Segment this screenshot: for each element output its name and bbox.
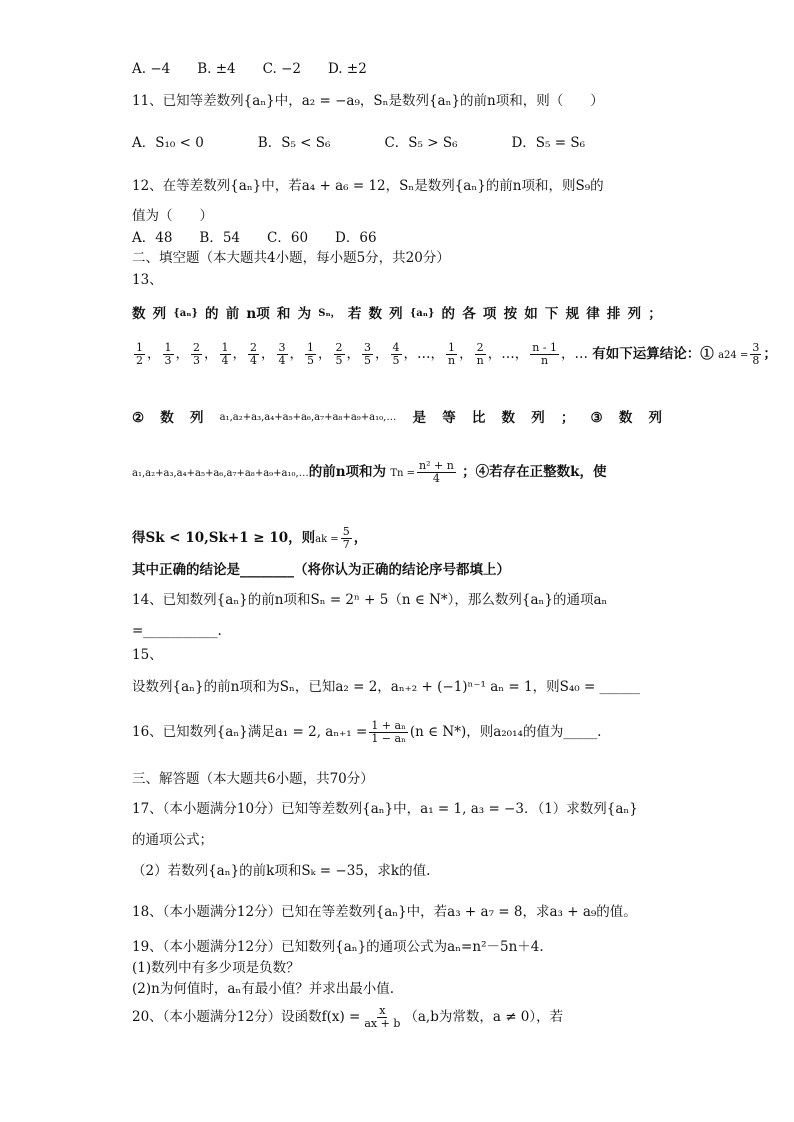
seq-frac: $\frac{3}{4}$ (278, 341, 286, 367)
q14-line-1: 14、已知数列{aₙ}的前n项和Sₙ = 2ⁿ + 5（n ∈ N*），那么数列{aₙ}的通项aₙ (132, 592, 608, 608)
seq-frac: $\frac{1}{3}$ (164, 341, 172, 367)
q10-options: A. −4 B. ±4 C. −2 D. ±2 (132, 61, 367, 77)
seq-frac: $\frac{2}{4}$ (250, 341, 257, 367)
seq-frac: $\frac{1}{2}$ (136, 341, 143, 367)
q11-stem: 11、已知等差数列{aₙ}中，a₂ = −a₉，Sₙ是数列{aₙ}的前n项和，则（ ） (132, 93, 604, 109)
seq-frac: $\frac{2}{n}$ (476, 341, 484, 367)
seq-frac: $\frac{n - 1}{n}$ (532, 341, 557, 367)
q13-line-3: ② 数 列 a₁,a₂+a₃,a₄+a₅+a₆,a₇+a₈+a₉+a₁₀,… 是 等 比 数 列 ； ③ 数 列 (132, 410, 662, 426)
q15-number: 15、 (132, 647, 163, 663)
q13-number: 13、 (132, 272, 163, 288)
q12-stem-2: 值为（ ） (132, 208, 213, 224)
q13-sequence-line: $\frac{1}{2}$ ， $\frac{1}{3}$ ， $\frac{2}{3}$ ， $\frac{1}{4}$ ， $\frac{2}{4}$ ， $\frac{3}{4}$ ， $\frac{1}{5}$ ， $\frac{2}{5}$ ， $\frac{3}{5}$ ， $\frac{4}{5}$ ，…， $\frac{1}{n}$ ， $\frac{2}{n}$ ，…， $\frac{n - 1}{n}$ ，… 有如下运算结论：① a24 = $\frac{3}{8}$ ； (136, 341, 777, 367)
tn-value: $\frac{\text{n² + n}}{4}$ (419, 459, 454, 485)
q17-line-3: （2）若数列{aₙ}的前k项和Sₖ = −35，求k的值. (132, 863, 431, 879)
a24-label: a24 = (718, 350, 749, 361)
q20-fraction: $\frac{x}{ax + b}$ (364, 1004, 401, 1030)
tn-label: Tn = (390, 468, 416, 479)
seq-frac: $\frac{4}{5}$ (392, 341, 400, 367)
q16-line: 16、已知数列{aₙ}满足a₁ = 2, aₙ₊₁ = $\frac{\text{1 + aₙ}}{\text{1 − aₙ}}$ (n ∈ N*)，则a₂₀₁₄的值为_____. (132, 719, 602, 745)
seq-frac: $\frac{2}{5}$ (335, 341, 343, 367)
q19-line-3: (2)n为何值时，aₙ有最小值？并求出最小值. (132, 981, 394, 997)
seq-frac: $\frac{1}{4}$ (221, 341, 229, 367)
ak-value: $\frac{5}{7}$ (342, 525, 350, 551)
section-3-title: 三、解答题（本大题共6小题，共70分） (132, 771, 374, 787)
q17-line-2: 的通项公式； (132, 832, 213, 848)
a24-value: $\frac{3}{8}$ (752, 341, 760, 367)
seq-frac: $\frac{1}{5}$ (307, 341, 314, 367)
q14-line-2: =___________. (132, 623, 222, 639)
q13-line-6: 其中正确的结论是________（将你认为正确的结论序号都填上） (132, 562, 510, 578)
seq-frac: $\frac{3}{5}$ (364, 341, 371, 367)
q13-line-5: 得Sk < 10,Sk+1 ≥ 10，则ak = $\frac{5}{7}$ ， (132, 525, 368, 551)
q17-line-1: 17、（本小题满分10分）已知等差数列{aₙ}中，a₁ = 1, a₃ = −3．（1）求数列{aₙ} (132, 801, 638, 817)
seq-frac: $\frac{1}{n}$ (448, 341, 456, 367)
q12-options: A．48 B．54 C．60 D．66 (132, 230, 377, 246)
q20-line: 20、（本小题满分12分）设函数f(x) = $\frac{x}{ax + b}$ （a,b为常数，a ≠ 0），若 (132, 1004, 564, 1030)
q13-conclusion-intro: 有如下运算结论：① (592, 346, 714, 362)
q15-line: 设数列{aₙ}的前n项和为Sₙ，已知a₂ = 2，aₙ₊₂ + (−1)ⁿ⁻¹ aₙ = 1，则S₄₀ = ______ (132, 679, 641, 695)
q18-line: 18、（本小题满分12分）已知在等差数列{aₙ}中，若a₃ + a₇ = 8，求a₃ + a₉的值。 (132, 904, 637, 920)
q19-line-1: 19、（本小题满分12分）已知数列{aₙ}的通项公式为aₙ=n²－5n＋4. (132, 939, 544, 955)
q19-line-2: (1)数列中有多少项是负数？ (132, 960, 300, 976)
q13-line-1: 数 列 {aₙ} 的 前 n项 和 为 Sₙ， 若 数 列 {aₙ} 的 各 项 按 如 下 规 律 排 列 ； (132, 306, 662, 322)
seq-frac: $\frac{2}{3}$ (193, 341, 200, 367)
q12-stem: 12、在等差数列{aₙ}中，若a₄ + a₆ = 12，Sₙ是数列{aₙ}的前n项和，则S₉的 (132, 178, 604, 194)
q16-fraction: $\frac{\text{1 + aₙ}}{\text{1 − aₙ}}$ (371, 719, 406, 745)
q11-options: A．S₁₀ < 0 B．S₅ < S₆ C．S₅ > S₆ D．S₅ = S₆ (132, 135, 586, 151)
section-2-title: 二、填空题（本大题共4小题，每小题5分，共20分） (132, 250, 450, 266)
q13-line-4: a₁,a₂+a₃,a₄+a₅+a₆,a₇+a₈+a₉+a₁₀,…的前n项和为 Tn = $\frac{\text{n² + n}}{4}$ ；④若存在正整数k，使 (132, 459, 607, 485)
